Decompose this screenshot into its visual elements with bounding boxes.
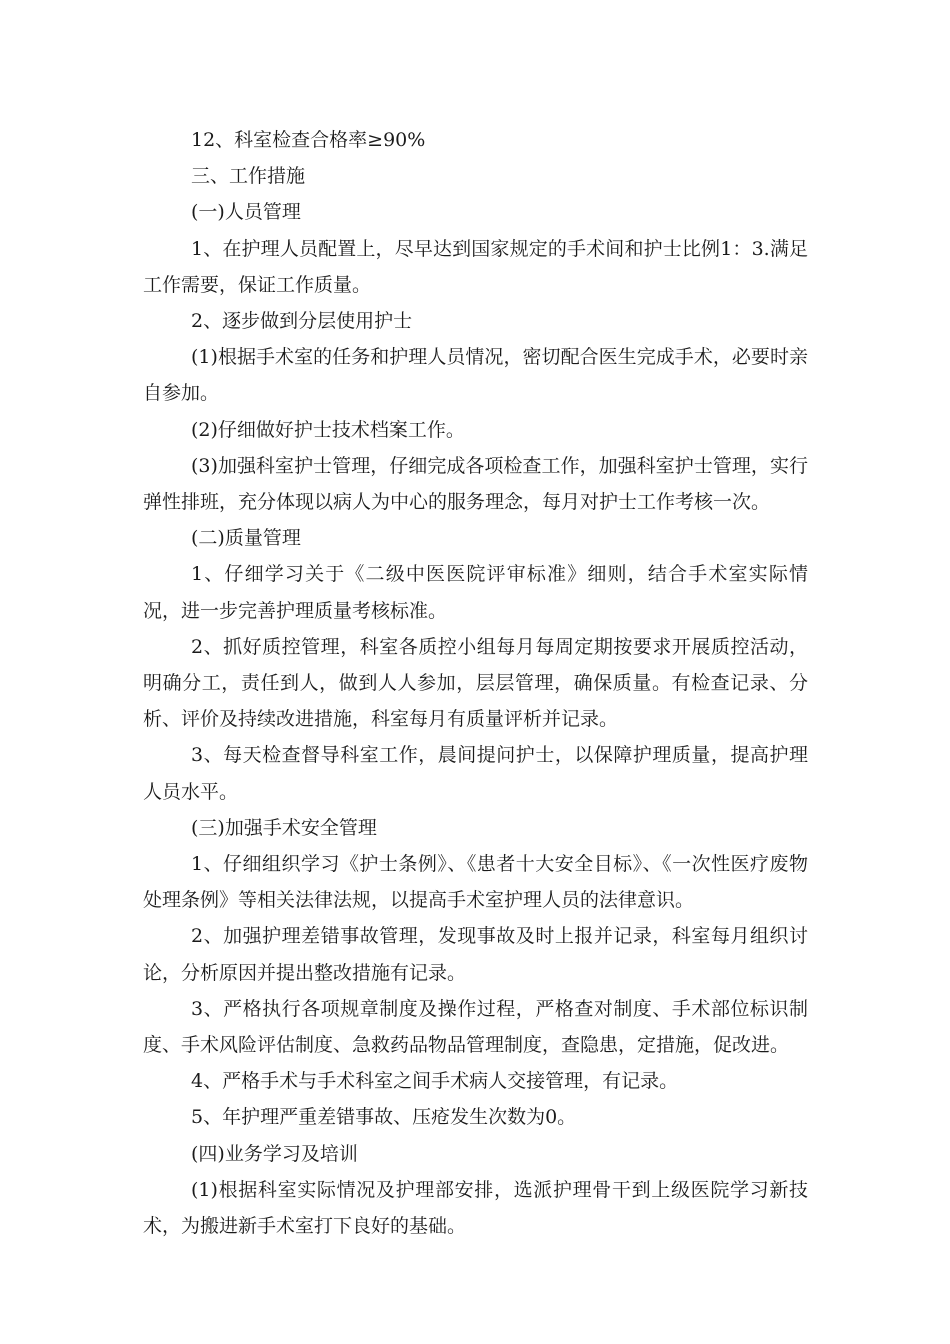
subsection-heading-quality: (二)质量管理 [191,527,301,550]
subsection-heading-safety: (三)加强手术安全管理 [191,816,377,839]
paragraph-quality-control: 2、抓好质控管理，科室各质控小组每月每周定期按要求开展质控活动，明确分工，责任到人，做到人人参加，层层管理，确保质量。有检查记录、分析、评价及持续改进措施，科室每月有质量评析并记录。 [143,635,808,731]
paragraph-tiered-nurses: 2、逐步做到分层使用护士 [191,310,413,333]
subsection-heading-staff: (一)人员管理 [191,201,301,224]
section-heading-measures: 三、工作措施 [191,165,306,188]
paragraph-tech-archive: (2)仔细做好护士技术档案工作。 [191,418,465,441]
paragraph-error-management: 2、加强护理差错事故管理，发现事故及时上报并记录，科室每月组织讨论，分析原因并提出整改措施有记录。 [143,925,808,984]
subsection-heading-training: (四)业务学习及培训 [191,1142,358,1165]
paragraph-zero-incidents: 5、年护理严重差错事故、压疮发生次数为0。 [191,1106,577,1129]
paragraph-review-standard: 1、仔细学习关于《二级中医医院评审标准》细则，结合手术室实际情况，进一步完善护理质量考核标准。 [143,563,808,622]
paragraph-regulations: 3、严格执行各项规章制度及操作过程，严格查对制度、手术部位标识制度、手术风险评估制度、急救药品物品管理制度，查隐患，定措施，促改进。 [143,997,808,1057]
paragraph-staff-ratio: 1、在护理人员配置上，尽早达到国家规定的手术间和护士比例1：3.满足工作需要，保证工作质量。 [143,237,808,296]
paragraph-law-study: 1、仔细组织学习《护士条例》、《患者十大安全目标》、《一次性医疗废物处理条例》等相关法律法规，以提高手术室护理人员的法律意识。 [143,853,808,912]
paragraph-nurse-management: (3)加强科室护士管理，仔细完成各项检查工作，加强科室护士管理，实行弹性排班，充分体现以病人为中心的服务理念，每月对护士工作考核一次。 [143,454,808,514]
list-item-pass-rate: 12、科室检查合格率≥90% [191,129,426,151]
document-body [143,122,808,1244]
paragraph-cooperate-surgery: (1)根据手术室的任务和护理人员情况，密切配合医生完成手术，必要时亲自参加。 [143,346,808,405]
paragraph-training-plan: (1)根据科室实际情况及护理部安排，选派护理骨干到上级医院学习新技术，为搬进新手术室打下良好的基础。 [143,1178,808,1238]
paragraph-daily-inspection: 3、每天检查督导科室工作，晨间提问护士，以保障护理质量，提高护理人员水平。 [143,744,808,803]
paragraph-patient-handover: 4、严格手术与手术科室之间手术病人交接管理，有记录。 [191,1070,679,1093]
